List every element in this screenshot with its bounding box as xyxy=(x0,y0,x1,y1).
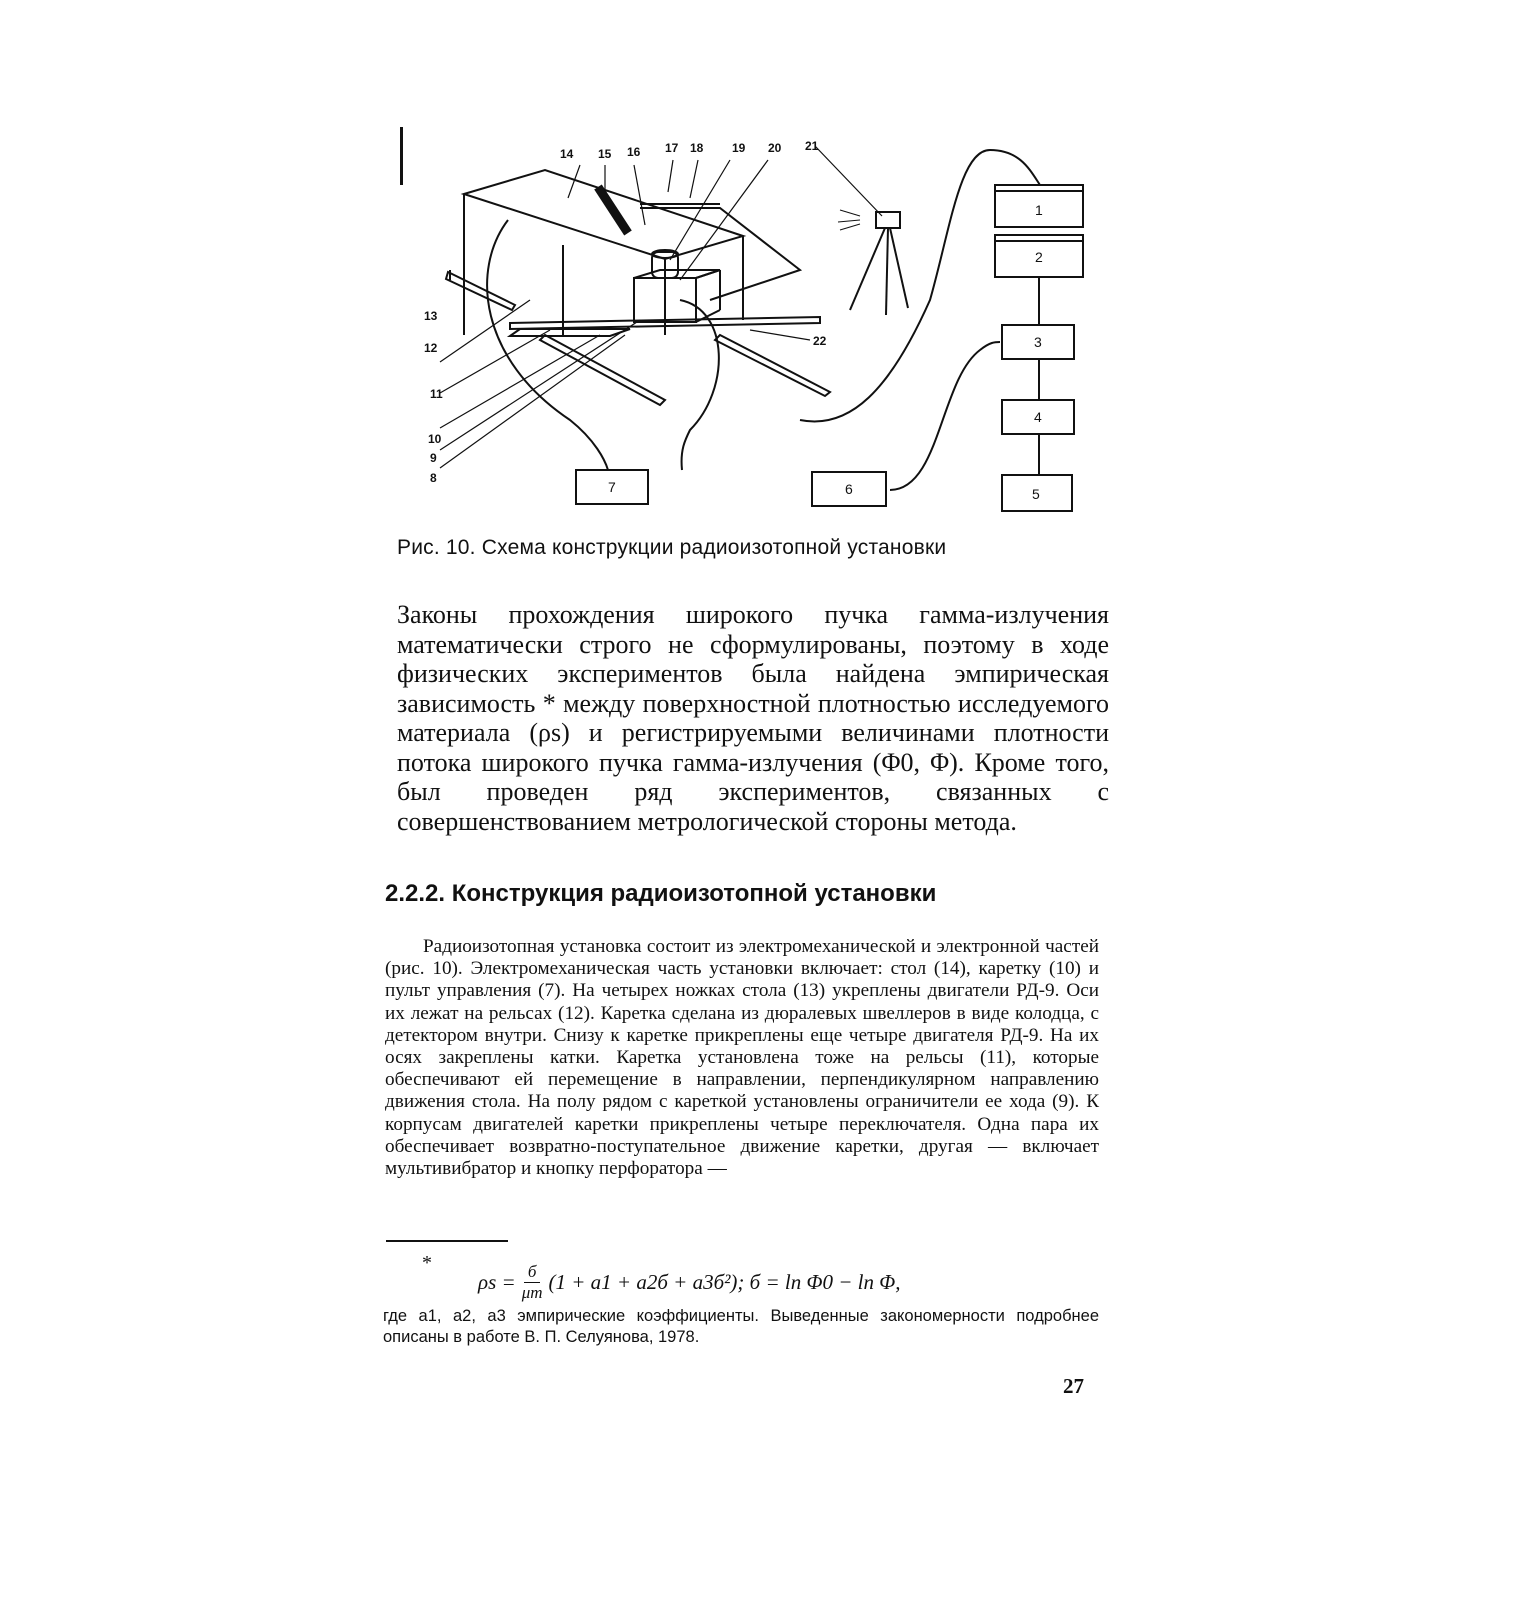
footnote-divider xyxy=(386,1240,508,1242)
figure-caption: Рис. 10. Схема конструкции радиоизотопной установки xyxy=(397,536,947,559)
label-21: 21 xyxy=(805,139,819,153)
fraction-numerator: б xyxy=(524,1262,541,1283)
table-top xyxy=(464,170,743,259)
block-5-label: 5 xyxy=(1032,486,1040,502)
cable-3 xyxy=(890,342,1000,490)
camera xyxy=(876,212,900,228)
source-cylinder xyxy=(598,187,628,233)
block-7-label: 7 xyxy=(608,479,616,495)
label-20: 20 xyxy=(768,141,782,155)
label-10: 10 xyxy=(428,432,442,446)
apparatus-schematic xyxy=(420,130,1100,530)
footnote-formula xyxy=(478,1262,1038,1303)
label-18: 18 xyxy=(690,141,704,155)
label-19: 19 xyxy=(732,141,746,155)
block-1-label: 1 xyxy=(1035,202,1043,218)
footnote-text: где a1, a2, a3 эмпирические коэффициенты. Выведенные закономерности подробнее описаны в работе В. П. Селуянова, 1978. xyxy=(383,1307,1099,1346)
label-22: 22 xyxy=(813,334,827,348)
label-14: 14 xyxy=(560,147,574,161)
page-number: 27 xyxy=(1063,1374,1084,1398)
label-9: 9 xyxy=(430,451,437,465)
block-3-label: 3 xyxy=(1034,334,1042,350)
section-paragraph: Радиоизотопная установка состоит из электромеханической и электронной частей (рис. 10). Электромеханическая часть установки включает: стол (14), каретку (10) и пульт управления (7). На четырех ножках стола (13) укреплены двигатели РД-9. Оси их лежат на рельсах (12). Каретка сделана из дюралевых швеллеров в виде колодца, с детектором внутри. Снизу к каретке прикреплены еще четыре двигателя РД-9. На их осях закреплены катки. Каретка установлена тоже на рельсы (11), которые обеспечивают ей перемещение в направлении, перпендикулярном направлению движения стола. На полу рядом с кареткой установлены ограничители ее хода (9). К корпусам двигателей каретки прикреплены четыре переключателя. Одна пара их обеспечивает возвратно-поступательное движение каретки, другая — включает мультивибратор и кнопку перфоратора — xyxy=(385,936,1099,1180)
body-paragraph: Законы прохождения широкого пучка гамма-излучения математически строго не сформулированы, поэтому в ходе физических экспериментов была найдена эмпирическая зависимость * между поверхностной плотностью исследуемого материала (ρs) и регистрируемыми величинами плотности потока широкого пучка гамма-излучения (Φ0, Φ). Кроме того, был проведен ряд экспериментов, связанных с совершенствованием метрологической стороны метода. xyxy=(397,600,1109,836)
label-16: 16 xyxy=(627,145,641,159)
formula-rhs: (1 + a1 + a2б + a3б²); б = ln Φ0 − ln Φ, xyxy=(548,1270,901,1294)
page-edge-line xyxy=(400,127,403,185)
formula-lhs: ρs = xyxy=(478,1270,516,1294)
section-heading: 2.2.2. Конструкция радиоизотопной установки xyxy=(385,880,937,907)
block-6-label: 6 xyxy=(845,481,853,497)
formula-fraction xyxy=(522,1262,543,1303)
label-12: 12 xyxy=(424,341,438,355)
label-15: 15 xyxy=(598,147,612,161)
label-13: 13 xyxy=(424,309,438,323)
block-4-label: 4 xyxy=(1034,409,1042,425)
label-17: 17 xyxy=(665,141,679,155)
fraction-denominator: μm xyxy=(521,1283,543,1302)
label-11: 11 xyxy=(430,387,443,401)
apparatus-diagram xyxy=(420,130,1100,530)
label-8: 8 xyxy=(430,471,437,485)
rail-12 xyxy=(446,272,515,310)
block-2-label: 2 xyxy=(1035,249,1043,265)
footnote-marker: * xyxy=(422,1252,432,1274)
